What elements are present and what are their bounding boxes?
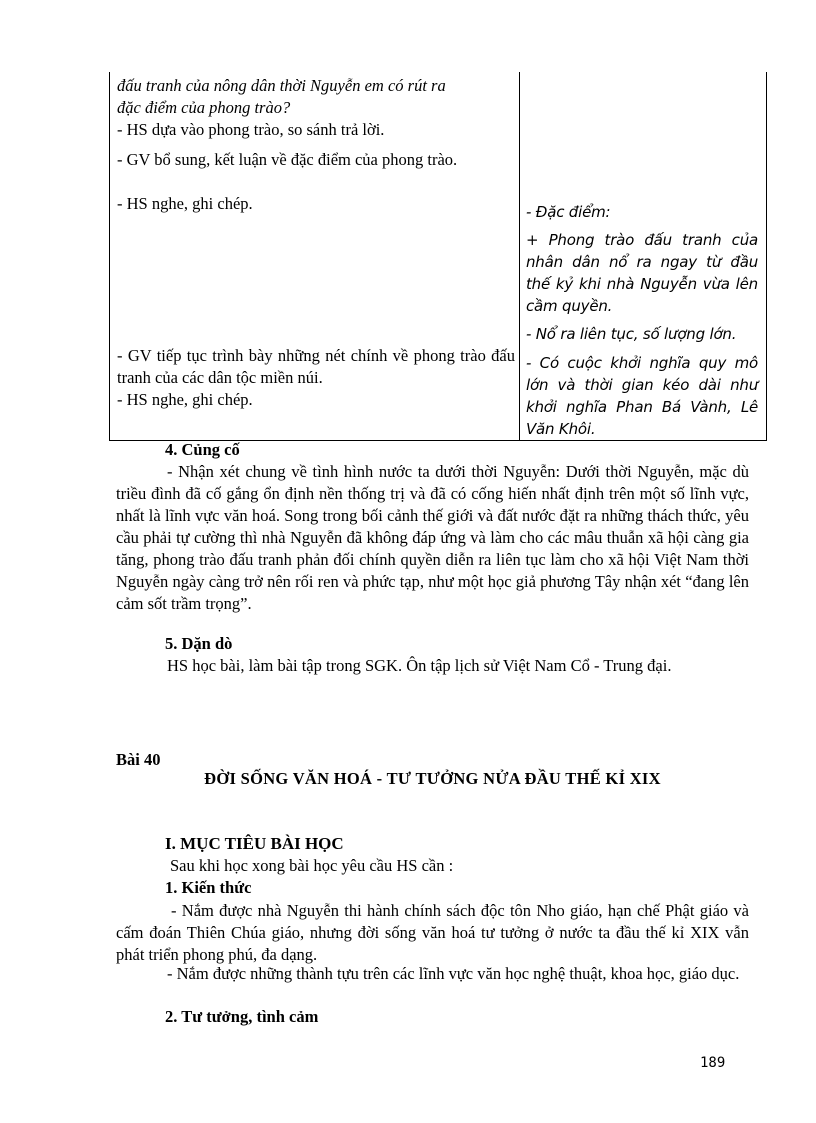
characteristic-point-3: - Có cuộc khởi nghĩa quy mô lớn và thời gian kéo dài như khởi nghĩa Phan Bá Vành, Lê Văn Khôi. (526, 354, 758, 438)
hs-compare-text: - HS dựa vào phong trào, so sánh trả lời. (117, 120, 385, 139)
characteristics-heading: - Đặc điểm: (526, 203, 611, 221)
question-line-1: đấu tranh của nông dân thời Nguyễn em có rút ra (117, 76, 446, 95)
table-question (117, 75, 515, 119)
lesson-label: Bài 40 (116, 750, 161, 769)
hs-note-text-1: - HS nghe, ghi chép. (117, 194, 253, 213)
consolidation-text: - Nhận xét chung về tình hình nước ta dưới thời Nguyễn: Dưới thời Nguyễn, mặc dù triều đình đã cố gắng ổn định nền thống trị và đã có cống hiến nhất định trên một số lĩnh vực, nhất là lĩnh vực văn hoá. Song trong bối cảnh thế giới và đất nước đặt ra những thách thức, yêu cầu phải tự cường thì nhà Nguyễn đã không đáp ứng và làm cho các mâu thuẫn xã hội càng gia tăng, phong trào đấu tranh phản đối chính quyền diễn ra liên tục làm cho xã hội Việt Nam thời Nguyễn ngày càng trở nên rối ren và phức tạp, như một học giả phương Tây nhận xét “đang lên cảm sốt trầm trọng”. (116, 462, 749, 613)
lesson-activity-table (109, 72, 767, 441)
knowledge-point-1: - Nắm được nhà Nguyễn thi hành chính sách độc tôn Nho giáo, hạn chế Phật giáo và cấm đoán Thiên Chúa giáo, nhưng đời sống văn hoá tư tưởng ở nước ta đầu thế kỉ XIX vẫn phát triển phong phú, đa dạng. (116, 901, 749, 964)
table-column-divider (519, 72, 520, 440)
homework-text: HS học bài, làm bài tập trong SGK. Ôn tập lịch sử Việt Nam Cổ - Trung đại. (167, 656, 672, 675)
objectives-heading: I. MỤC TIÊU BÀI HỌC (165, 834, 344, 853)
characteristic-point-1: + Phong trào đấu tranh của nhân dân nổ ra ngay từ đầu thế kỷ khi nhà Nguyễn vừa lên cầm quyền. (526, 231, 758, 315)
question-line-2: đặc điểm của phong trào? (117, 98, 291, 117)
characteristic-point-2: - Nổ ra liên tục, số lượng lớn. (526, 325, 737, 343)
attitude-heading: 2. Tư tưởng, tình cảm (165, 1007, 319, 1026)
objectives-intro: Sau khi học xong bài học yêu cầu HS cần : (170, 856, 454, 875)
knowledge-heading: 1. Kiến thức (165, 878, 252, 897)
page-number: 189 (700, 1055, 726, 1071)
hs-note-text-2: - HS nghe, ghi chép. (117, 390, 253, 409)
lesson-title: ĐỜI SỐNG VĂN HOÁ - TƯ TƯỞNG NỬA ĐẦU THẾ KỈ XIX (204, 769, 661, 788)
gv-present-text: - GV tiếp tục trình bày những nét chính về phong trào đấu tranh của các dân tộc miền núi. (117, 346, 515, 387)
homework-heading: 5. Dặn dò (165, 634, 233, 653)
consolidation-heading: 4. Củng cố (165, 440, 240, 459)
knowledge-point-2: - Nắm được những thành tựu trên các lĩnh vực văn học nghệ thuật, khoa học, giáo dục. (167, 964, 740, 983)
gv-conclude-text: - GV bổ sung, kết luận về đặc điểm của phong trào. (117, 150, 458, 169)
